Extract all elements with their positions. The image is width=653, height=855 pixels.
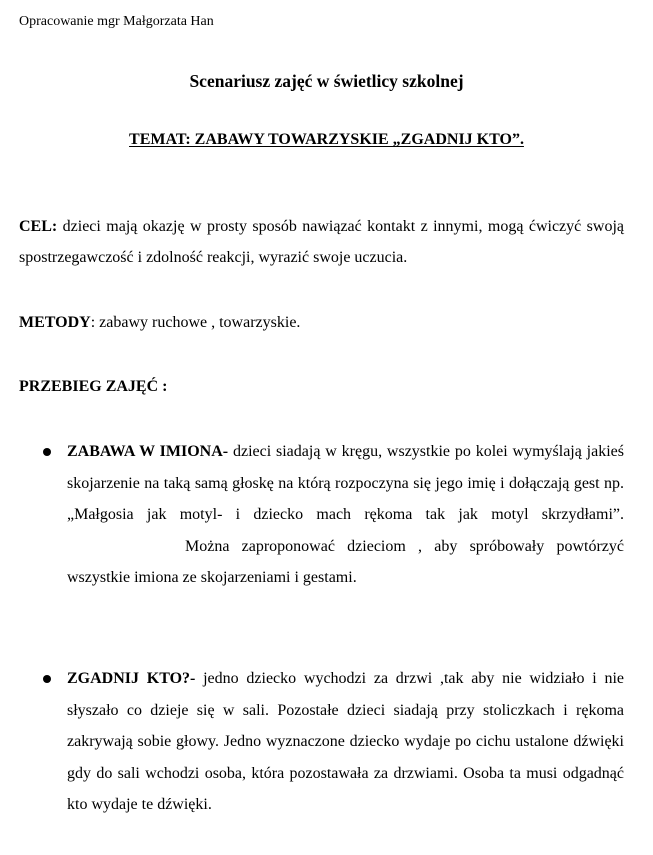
methods-text: : zabawy ruchowe , towarzyskie. (90, 314, 301, 331)
methods-label: METODY (19, 314, 91, 331)
document-title: Scenariusz zajęć w świetlicy szkolnej (189, 71, 464, 91)
course-heading: PRZEBIEG ZAJĘĆ : (19, 378, 168, 395)
topic-text: TEMAT: ZABAWY TOWARZYSKIE „ZGADNIJ KTO”. (129, 131, 524, 148)
goal-label: CEL: (19, 218, 58, 235)
activity-description: dzieci siadają w kręgu, wszystkie po kolei wymyślają jakieś skojarzenie na taką samą głoskę na którą rozpoczyna się jego imię i dołączają gest np. „Małgosia jak motyl- i dziecko mach rękoma tak jak motyl skrzydłami”. (67, 443, 625, 523)
methods-paragraph (19, 307, 624, 338)
activity-description-continued: Można zaproponować dzieciom , aby spróbowały powtórzyć wszystkie imiona ze skojarzeniami i gestami. (67, 537, 624, 586)
activity-name: ZGADNIJ KTO?- (67, 670, 196, 687)
document-topic (0, 130, 653, 150)
activity-text (67, 663, 624, 821)
goal-text: dzieci mają okazję w prosty sposób nawiązać kontakt z innymi, mogą ćwiczyć swoją spostrzegawczość i zdolność reakcji, wyrazić swoje uczucia. (19, 218, 624, 266)
activity-text (67, 436, 624, 594)
bullet-icon (43, 448, 51, 456)
activity-description: jedno dziecko wychodzi za drzwi ,tak aby nie widziało i nie słyszało co dzieje się w sali. Pozostałe dzieci siadają przy stoliczkach i rękoma zakrywają sobie głowy. Jedno wyznaczone dziecko wydaje po cichu ustalone dźwięki gdy do sali wchodzi osoba, która pozostawała za drzwiami. Osoba ta musi odgadnąć kto wydaje te dźwięki. (67, 670, 624, 813)
activity-name: ZABAWA W IMIONA- (67, 443, 229, 460)
goal-paragraph (19, 211, 624, 273)
bullet-icon (43, 675, 51, 683)
author-line: Opracowanie mgr Małgorzata Han (19, 14, 214, 29)
